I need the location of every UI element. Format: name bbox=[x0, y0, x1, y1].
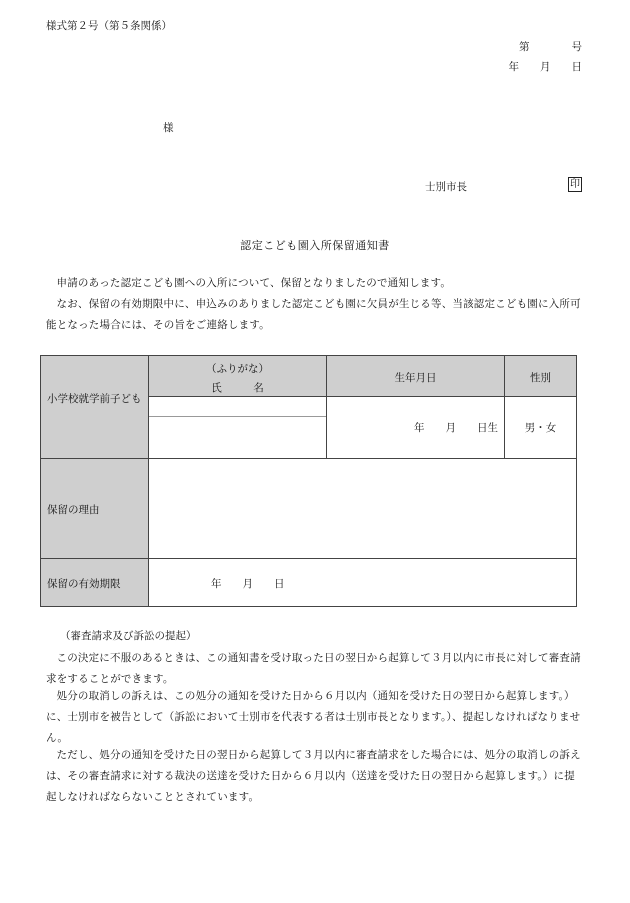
appeal-paragraph-2: 処分の取消しの訴えは、この処分の通知を受けた日から６月以内（通知を受けた日の翌日から起算します。）に、士別市を被告として（訴訟において士別市を代表する者は士別市長となります。）、提起しなければなりません。 bbox=[46, 690, 581, 744]
birthdate-entry-cell[interactable] bbox=[326, 396, 505, 459]
name-header-cell bbox=[148, 355, 327, 397]
appeal-paragraph-1: この決定に不服のあるときは、この通知書を受け取った日の翌日から起算して３月以内に市長に対して審査請求をすることができます。 bbox=[46, 652, 581, 685]
form-number: 様式第２号（第５条関係） bbox=[46, 20, 172, 32]
issuer-name: 士別市長 bbox=[425, 181, 467, 193]
intro-paragraph-2: なお、保留の有効期限中に、申込みのありました認定こども園に欠員が生じる等、当該認定こども園に入所可能となった場合には、その旨をご連絡します。 bbox=[46, 298, 581, 331]
sex-header-cell bbox=[504, 355, 577, 397]
expiry-value: 年 月 日 bbox=[211, 578, 285, 590]
furigana-label: （ふりがな） bbox=[206, 363, 269, 375]
document-title: 認定こども園入所保留通知書 bbox=[240, 239, 390, 252]
intro-paragraph-1: 申請のあった認定こども園への入所について、保留となりましたので通知します。 bbox=[56, 277, 452, 289]
document-number: 第 号 bbox=[519, 41, 582, 53]
sex-value: 男・女 bbox=[524, 422, 557, 434]
expiry-entry-cell[interactable] bbox=[148, 558, 577, 607]
child-label-cell bbox=[40, 355, 149, 459]
sex-label: 性別 bbox=[530, 372, 551, 384]
expiry-label-cell bbox=[40, 558, 149, 607]
sex-entry-cell[interactable] bbox=[504, 396, 577, 459]
birthdate-header-cell bbox=[326, 355, 505, 397]
document-date: 年 月 日 bbox=[508, 61, 582, 73]
addressee-suffix: 様 bbox=[163, 122, 174, 134]
birthdate-value: 年 月 日生 bbox=[414, 422, 498, 434]
child-label: 小学校就学前子ども bbox=[47, 393, 142, 405]
seal-mark: 印 bbox=[570, 179, 580, 190]
name-entry-cell[interactable] bbox=[148, 396, 327, 459]
name-label: 氏 名 bbox=[211, 382, 264, 394]
reason-entry-cell[interactable] bbox=[148, 458, 577, 559]
appeal-heading: （審査請求及び訴訟の提起） bbox=[60, 630, 197, 642]
furigana-divider bbox=[149, 416, 326, 417]
expiry-label: 保留の有効期限 bbox=[47, 578, 121, 590]
reason-label: 保留の理由 bbox=[47, 504, 100, 516]
appeal-paragraph-3: ただし、処分の通知を受けた日の翌日から起算して３月以内に審査請求をした場合には、処分の取消しの訴えは、その審査請求に対する裁決の送達を受けた日から６月以内（送達を受けた日の翌日から起算します。）に提起しなければならないこととされています。 bbox=[46, 749, 581, 803]
reason-label-cell bbox=[40, 458, 149, 559]
birthdate-label: 生年月日 bbox=[394, 372, 437, 384]
